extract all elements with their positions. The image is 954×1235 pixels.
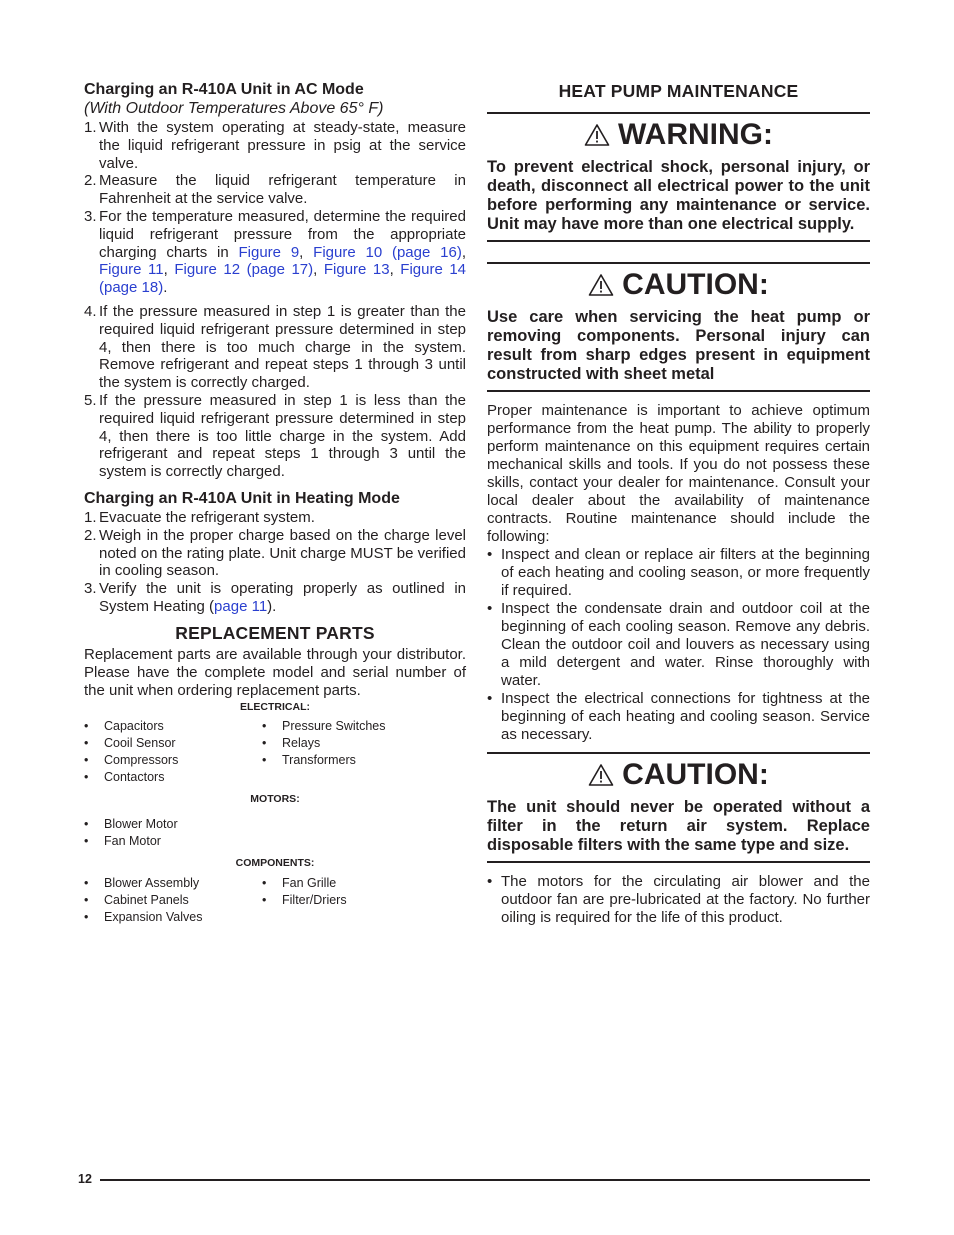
maintenance-intro: Proper maintenance is important to achieve optimum performance from the heat pump. The ability to properly perform maintenance on this equipment requires certain mechanical skills and tools. If you do not possess these skills, contact your dealer for maintenance. Consult your local dealer about the availability of maintenance contracts. Routine maintenance should include the following: — [487, 402, 870, 545]
list-item: • Compressors — [84, 754, 262, 767]
list-item: • Cabinet Panels — [84, 894, 262, 907]
list-item: • Inspect and clean or replace air filters at the beginning of each heating and cooling season, or more frequently if required. — [487, 546, 870, 600]
list-item: • Contactors — [84, 771, 262, 784]
electrical-heading: ELECTRICAL: — [240, 700, 310, 713]
replacement-parts-heading: REPLACEMENT PARTS — [175, 622, 375, 643]
list-item: • Blower Assembly — [84, 877, 262, 890]
figure-9-link[interactable]: Figure 9 — [238, 243, 300, 261]
figure-11-link[interactable]: Figure 11 — [99, 261, 164, 279]
list-item: • Inspect the electrical connections for tightness at the beginning of each heating and cooling season. Service as necessary. — [487, 690, 870, 744]
caution-body: Use care when servicing the heat pump or removing components. Personal injury can result from sharp edges present in equipment constructed with sheet metal — [487, 308, 870, 383]
figure-14-link[interactable]: Figure 14 (page 18) — [99, 261, 467, 297]
list-item: • Pressure Switches — [262, 720, 462, 733]
list-item: • Cooil Sensor — [84, 737, 262, 750]
list-item: 1. Evacuate the refrigerant system. — [84, 508, 315, 526]
maintenance-list — [487, 546, 870, 744]
motors-parts-list — [84, 818, 466, 848]
list-item: 2. Weigh in the proper charge based on the charge level noted on the rating plate. Unit charge MUST be verified in cooling season. — [84, 526, 466, 580]
list-item: • Transformers — [262, 754, 462, 767]
divider — [487, 861, 870, 863]
maintenance-heading: HEAT PUMP MAINTENANCE — [558, 81, 799, 101]
warning-box — [487, 112, 870, 242]
figure-13-link[interactable]: Figure 13 — [323, 261, 390, 279]
list-item: • The motors for the circulating air blower and the outdoor fan are pre-lubricated at the factory. No further oiling is required for the life of this product. — [487, 873, 870, 927]
figure-12-link[interactable]: Figure 12 (page 17) — [174, 261, 314, 279]
list-item: • Inspect the condensate drain and outdoor coil at the beginning of each cooling season. Remove any debris. Clean the outdoor coil and louvers as necessary using a mild detergent and water. Rinse thoroughly with water. — [487, 600, 870, 690]
divider — [487, 112, 870, 114]
heating-mode-heading: Charging an R-410A Unit in Heating Mode — [84, 489, 400, 507]
warning-body: To prevent electrical shock, personal injury, or death, disconnect all electrical power to the unit before performing any maintenance or service. Unit may have more than one electrical supply. — [487, 158, 870, 233]
warning-title: WARNING: — [618, 118, 773, 151]
list-item: 2. Measure the liquid refrigerant temperature in Fahrenheit at the service valve. — [84, 172, 466, 208]
caution-title: CAUTION: — [622, 268, 769, 301]
page-number: 12 — [78, 1172, 92, 1186]
list-item: • Filter/Driers — [262, 894, 462, 907]
list-item: 1. With the system operating at steady-state, measure the liquid refrigerant pressure in psig at the service valve. — [84, 119, 466, 172]
divider — [487, 240, 870, 242]
divider — [100, 1179, 870, 1181]
ac-mode-subheading: (With Outdoor Temperatures Above 65° F) — [84, 100, 384, 117]
warning-triangle-icon — [588, 273, 614, 297]
page-footer — [78, 1170, 870, 1190]
ac-mode-heading: Charging an R-410A Unit in AC Mode — [84, 81, 364, 98]
warning-triangle-icon — [588, 763, 614, 787]
list-item: 4. If the pressure measured in step 1 is greater than the required liquid refrigerant pressure determined in step 4, then there is too much charge in the system. Remove refrigerant and repeat steps 1 through 3 until the system is correctly charged. — [84, 302, 466, 392]
divider — [487, 262, 870, 264]
divider — [487, 390, 870, 392]
figure-10-link[interactable]: Figure 10 (page 16) — [313, 243, 462, 261]
warning-triangle-icon — [584, 123, 610, 147]
ac-mode-steps — [84, 119, 466, 481]
list-item: 3. For the temperature measured, determine the required liquid refrigerant pressure from the appropriate charging charts in Figure 9, Figure 10 (page 16), Figure 11, Figure 12 (page 17), Figure 13, Figure 14 (page 18). — [84, 207, 467, 297]
list-item: • Blower Motor — [84, 818, 284, 831]
electrical-parts-list — [84, 720, 466, 784]
right-column — [487, 80, 870, 927]
divider — [487, 752, 870, 754]
components-parts-list — [84, 877, 466, 924]
list-item: • Capacitors — [84, 720, 262, 733]
list-item: • Fan Grille — [262, 877, 462, 890]
list-item: 5. If the pressure measured in step 1 is less than the required liquid refrigerant pressure determined in step 4, then there is too little charge in the system. Add refrigerant and repeat steps 1 through 3 until the system is correctly charged. — [84, 391, 466, 481]
caution-title: CAUTION: — [622, 758, 769, 791]
caution-box — [487, 752, 870, 863]
page-11-link[interactable]: page 11 — [214, 597, 268, 615]
lubrication-list — [487, 873, 870, 927]
replacement-parts-intro: Replacement parts are available through your distributor. Please have the complete model and serial number of the unit when ordering replacement parts. — [84, 645, 466, 699]
components-heading: COMPONENTS: — [235, 856, 315, 869]
list-item: • Expansion Valves — [84, 911, 262, 924]
list-item: • Fan Motor — [84, 835, 284, 848]
list-item: • Relays — [262, 737, 462, 750]
list-item: 3. Verify the unit is operating properly as outlined in System Heating (page 11). — [84, 580, 466, 615]
heating-mode-steps — [84, 509, 466, 616]
motors-heading: MOTORS: — [250, 792, 300, 805]
caution-box — [487, 262, 870, 392]
caution-body: The unit should never be operated without a filter in the return air system. Replace disposable filters with the same type and size. — [487, 798, 870, 854]
left-column — [84, 80, 466, 924]
